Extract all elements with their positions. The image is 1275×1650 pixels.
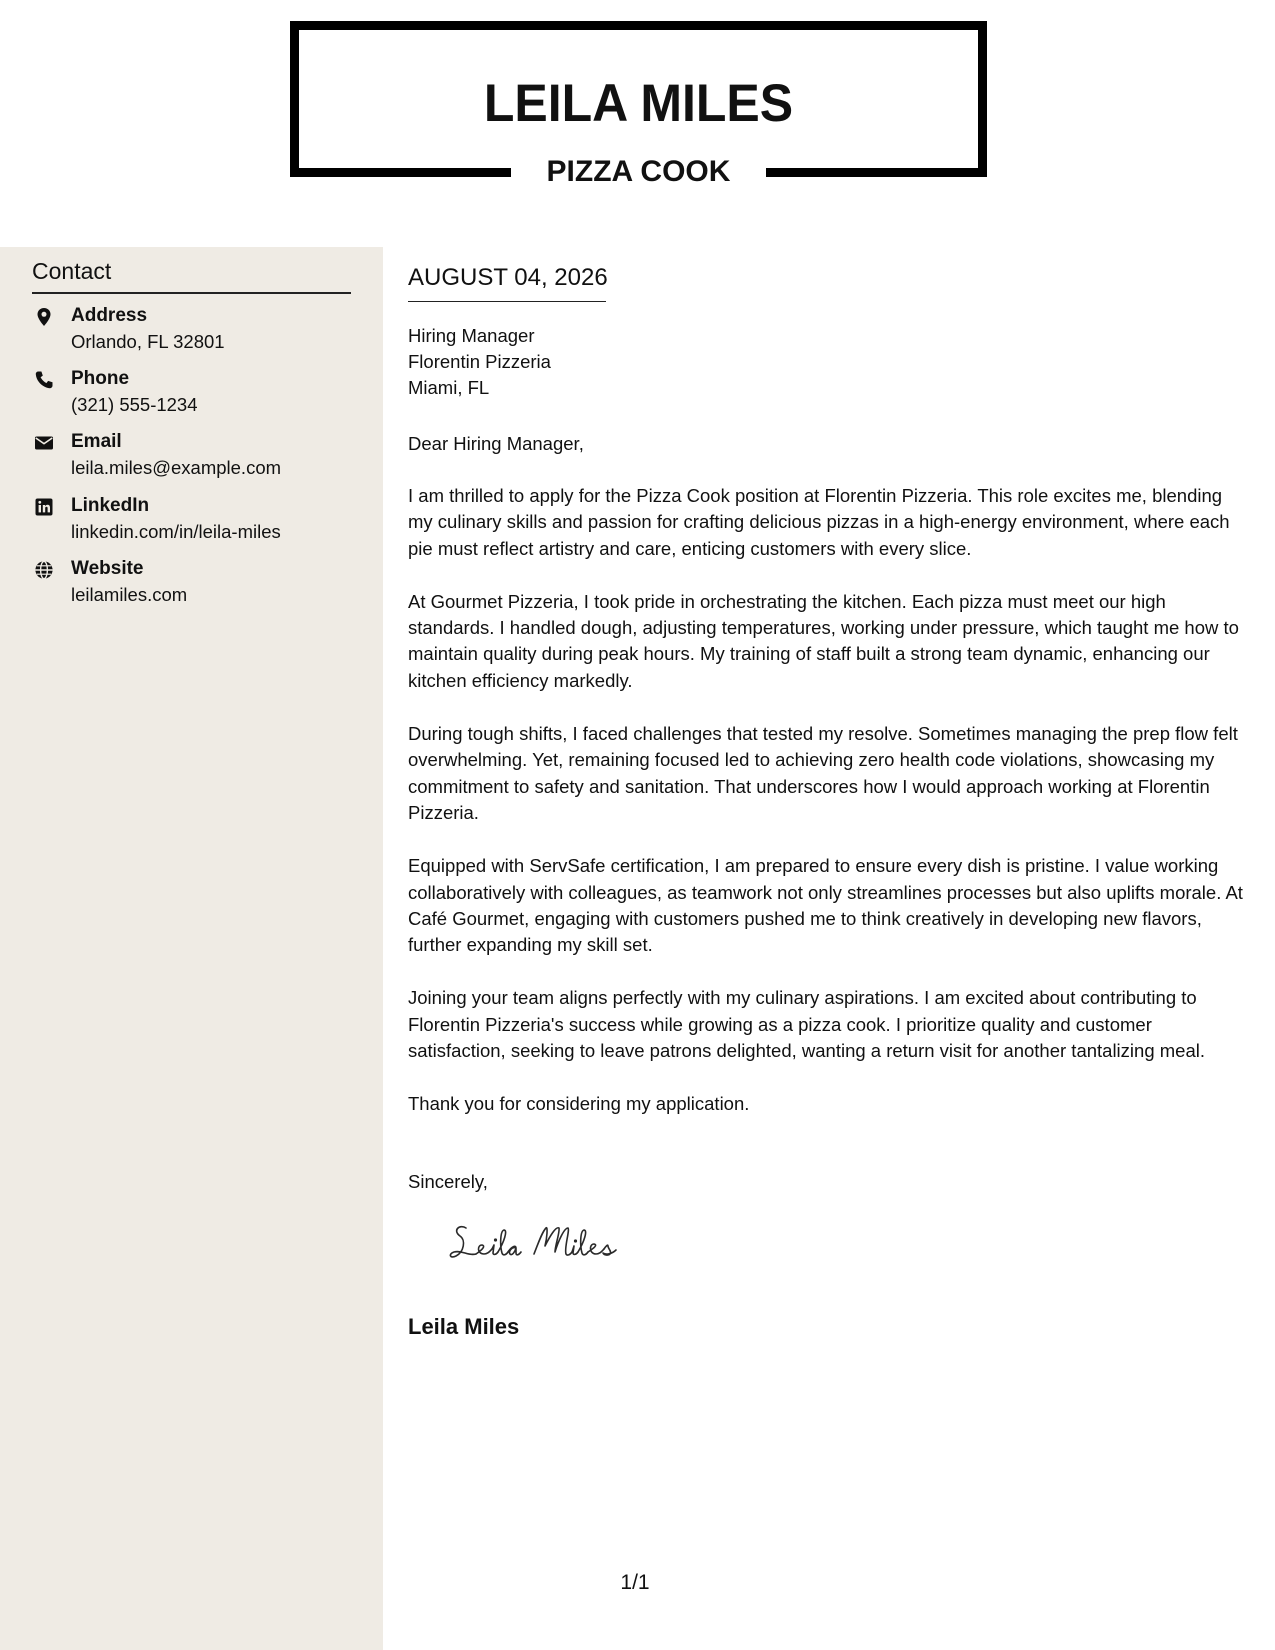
paragraph: During tough shifts, I faced challenges that tested my resolve. Sometimes managing the prep flow felt overwhelming. Yet, remaining focused led to achieving zero health code violations, showcasing my commitment to safety and sanitation. That underscores how I would approach working at Florentin Pizzeria.	[408, 723, 1238, 823]
job-title: PIZZA COOK	[546, 155, 731, 188]
linkedin-icon	[34, 497, 54, 517]
paragraph: Equipped with ServSafe certification, I am prepared to ensure every dish is pristine. I value working collaboratively with colleagues, as teamwork not only streamlines processes but also uplifts morale. At Café Gourmet, engaging with customers pushed me to think creatively in developing new flavors, further expanding my skill set.	[408, 855, 1243, 956]
recipient-line: Miami, FL	[408, 377, 490, 398]
recipient-block	[408, 323, 551, 401]
contact-sidebar	[0, 247, 383, 1650]
contact-item-website	[32, 558, 362, 612]
paragraph: Joining your team aligns perfectly with my culinary aspirations. I am excited about contributing to Florentin Pizzeria's success while growing as a pizza cook. I prioritize quality and customer satisfaction, seeking to leave patrons delighted, wanting a return visit for another tantalizing meal.	[408, 987, 1205, 1062]
contact-label: Address	[71, 305, 148, 326]
contact-item-email	[32, 431, 362, 485]
contact-heading: Contact	[32, 258, 112, 284]
closing: Sincerely,	[408, 1171, 488, 1192]
envelope-icon	[34, 433, 54, 453]
email-value: leila.miles@example.com	[71, 457, 282, 478]
applicant-name: LEILA MILES	[483, 73, 794, 133]
recipient-line: Hiring Manager	[408, 325, 535, 346]
recipient-line: Florentin Pizzeria	[408, 351, 551, 372]
salutation: Dear Hiring Manager,	[408, 433, 584, 454]
signer-name: Leila Miles	[408, 1314, 520, 1339]
date-underline	[408, 301, 606, 302]
frame-top-border	[290, 21, 987, 30]
phone-value: (321) 555-1234	[71, 394, 198, 415]
header-frame	[290, 21, 987, 188]
contact-item-phone	[32, 368, 362, 422]
contact-label: Website	[71, 558, 144, 579]
letter-date: AUGUST 04, 2026	[408, 264, 608, 291]
contact-label: LinkedIn	[71, 495, 150, 516]
address-value: Orlando, FL 32801	[71, 331, 225, 352]
contact-item-address	[32, 305, 362, 359]
contact-label: Phone	[71, 368, 130, 389]
paragraph: At Gourmet Pizzeria, I took pride in orchestrating the kitchen. Each pizza must meet our high standards. I handled dough, adjusting temperatures, working under pressure, which taught me how to maintain quality during peak hours. My training of staff built a strong team dynamic, enhancing our kitchen efficiency markedly.	[408, 590, 1239, 691]
handwritten-signature	[446, 1216, 646, 1266]
linkedin-value: linkedin.com/in/leila-miles	[71, 521, 281, 542]
location-pin-icon	[34, 307, 54, 327]
contact-heading-rule	[32, 292, 351, 294]
contact-label: Email	[71, 431, 122, 452]
phone-icon	[34, 370, 54, 390]
globe-icon	[34, 560, 54, 580]
page-number: 1/1	[620, 1571, 650, 1594]
contact-item-linkedin	[32, 495, 362, 549]
website-value: leilamiles.com	[71, 584, 188, 605]
letter-paragraphs	[408, 483, 1248, 1145]
paragraph: Thank you for considering my application.	[408, 1093, 750, 1115]
paragraph: I am thrilled to apply for the Pizza Cook position at Florentin Pizzeria. This role excites me, blending my culinary skills and passion for crafting delicious pizzas in a high-energy environment, where each pie must reflect artistry and care, enticing customers with every slice.	[408, 485, 1230, 559]
